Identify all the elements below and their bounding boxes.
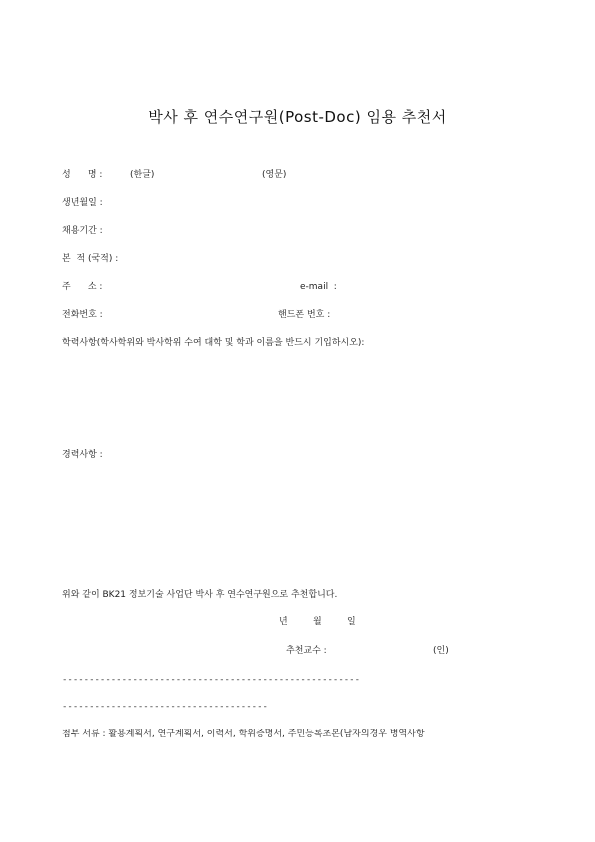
mobile-label: 핸드폰 번호 : [278,310,331,320]
seal-mark: (인) [433,646,449,656]
employment-period-label: 채용기간 : [62,226,103,236]
birth-date-label: 생년월일 : [62,198,103,208]
career-label: 경력사항 : [62,450,103,460]
origin-label: 본 적 (국적) : [62,254,119,264]
email-label: e-mail : [300,282,337,292]
phone-label: 전화번호 : [62,310,103,320]
name-korean-label: (한글) [130,170,155,180]
date-month-label: 월 [313,617,322,627]
education-label: 학력사항(학사학위와 박사학위 수여 대학 및 학과 이름을 반드시 기입하시오): [62,338,365,348]
document-title: 박사 후 연수연구원(Post-Doc) 임용 추천서 [148,108,447,126]
name-english-label: (영문) [262,170,287,180]
separator-line: ------------------------------------------------------- [62,675,361,685]
name-label: 성 명 : [62,170,103,180]
date-year-label: 년 [279,617,288,627]
separator-line: -------------------------------------- [62,702,268,712]
date-day-label: 일 [347,617,356,627]
attachments-note: 첨부 서류 : 활용계획서, 연구계획서, 이력서, 학위증명서, 주민등록초본(남자의경우 병역사항 [62,729,425,739]
recommendation-statement: 위와 같이 BK21 정보기술 사업단 박사 후 연수연구원으로 추천합니다. [62,590,338,600]
recommending-professor-label: 추천교수 : [286,646,327,656]
address-label: 주 소 : [62,282,103,292]
